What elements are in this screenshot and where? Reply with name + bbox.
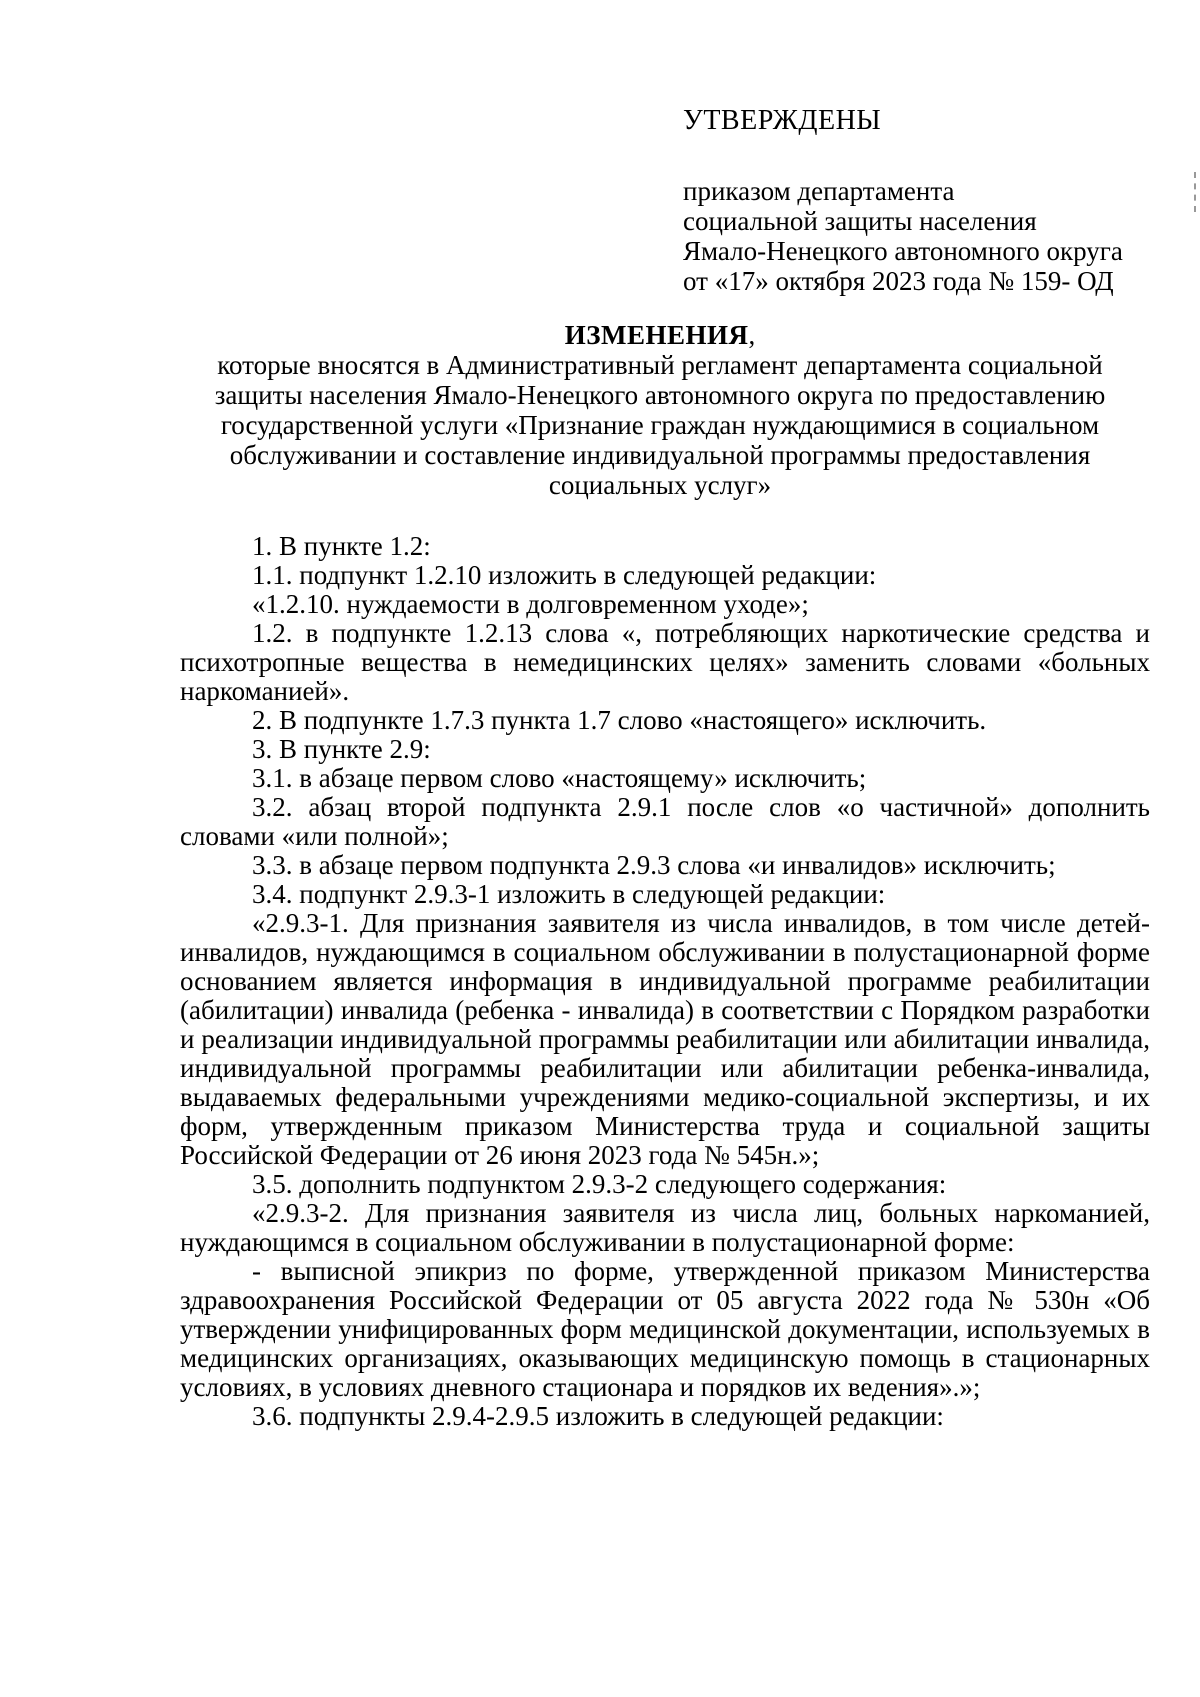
document-header [180,320,1140,500]
body-paragraph: «1.2.10. нуждаемости в долговременном уходе»; [252,589,809,619]
page-edge-mark [1194,172,1198,212]
body-paragraph: 3.3. в абзаце первом подпункта 2.9.3 слова «и инвалидов» исключить; [252,850,1056,880]
body-paragraph: 1. В пункте 1.2: [252,531,431,561]
body-paragraph: 3. В пункте 2.9: [252,734,431,764]
body-paragraph: 1.1. подпункт 1.2.10 изложить в следующей редакции: [252,560,877,590]
body-paragraph: 2. В подпункте 1.7.3 пункта 1.7 слово «настоящего» исключить. [252,705,987,735]
body-paragraph: 3.1. в абзаце первом слово «настоящему» исключить; [252,763,867,793]
body-paragraph: 3.2. абзац второй подпункта 2.9.1 после слов «о частичной» дополнить словами «или полной»; [180,792,1150,851]
body-paragraph: - выписной эпикриз по форме, утвержденной приказом Министерства здравоохранения Российской Федерации от 05 августа 2022 года № 530н «Об утверждении унифицированных форм медицинской документации, используемых в медицинских организациях, оказывающих медицинскую помощь в стационарных условиях, в условиях дневного стационара и порядков их ведения».»; [180,1256,1150,1402]
body-paragraph: «2.9.3-2. Для признания заявителя из числа лиц, больных наркоманией, нуждающимся в социальном обслуживании в полустационарной форме: [180,1198,1150,1257]
approval-stamp-block [683,106,1183,296]
approval-title: УТВЕРЖДЕНЫ [683,105,882,136]
approval-line: социальной защиты населения [683,206,1037,236]
document-body [180,532,1150,1431]
document-title-text: ИЗМЕНЕНИЯ [564,320,749,350]
document-title-suffix: , [748,320,756,350]
body-paragraph: 3.6. подпункты 2.9.4-2.9.5 изложить в следующей редакции: [252,1401,944,1431]
document-subtitle: которые вносятся в Административный регламент департамента социальной защиты населения Ямало-Ненецкого автономного округа по предоставлению государственной услуги «Признание граждан нуждающимися в социальном обслуживании и составление индивидуальной программы предоставления социальных услуг» [214,350,1106,500]
body-paragraph: 3.5. дополнить подпунктом 2.9.3-2 следующего содержания: [252,1169,947,1199]
body-paragraph: «2.9.3-1. Для признания заявителя из числа инвалидов, в том числе детей-инвалидов, нуждающимся в социальном обслуживании в полустационарной форме основанием является информация в индивидуальной программе реабилитации (абилитации) инвалида (ребенка - инвалида) в соответствии с Порядком разработки и реализации индивидуальной программы реабилитации или абилитации инвалида, индивидуальной программы реабилитации или абилитации ребенка-инвалида, выдаваемых федеральными учреждениями медико-социальной экспертизы, и их форм, утвержденным приказом Министерства труда и социальной защиты Российской Федерации от 26 июня 2023 года № 545н.»; [180,908,1150,1170]
body-paragraph: 3.4. подпункт 2.9.3-1 изложить в следующей редакции: [252,879,886,909]
approval-line: приказом департамента [683,176,955,206]
body-paragraph: 1.2. в подпункте 1.2.13 слова «, потребляющих наркотические средства и психотропные вещества в немедицинских целях» заменить словами «больных наркоманией». [180,618,1150,706]
approval-line: Ямало-Ненецкого автономного округа [683,236,1123,266]
document-title [180,320,1140,350]
approval-line: от «17» октября 2023 года № 159- ОД [683,266,1114,296]
